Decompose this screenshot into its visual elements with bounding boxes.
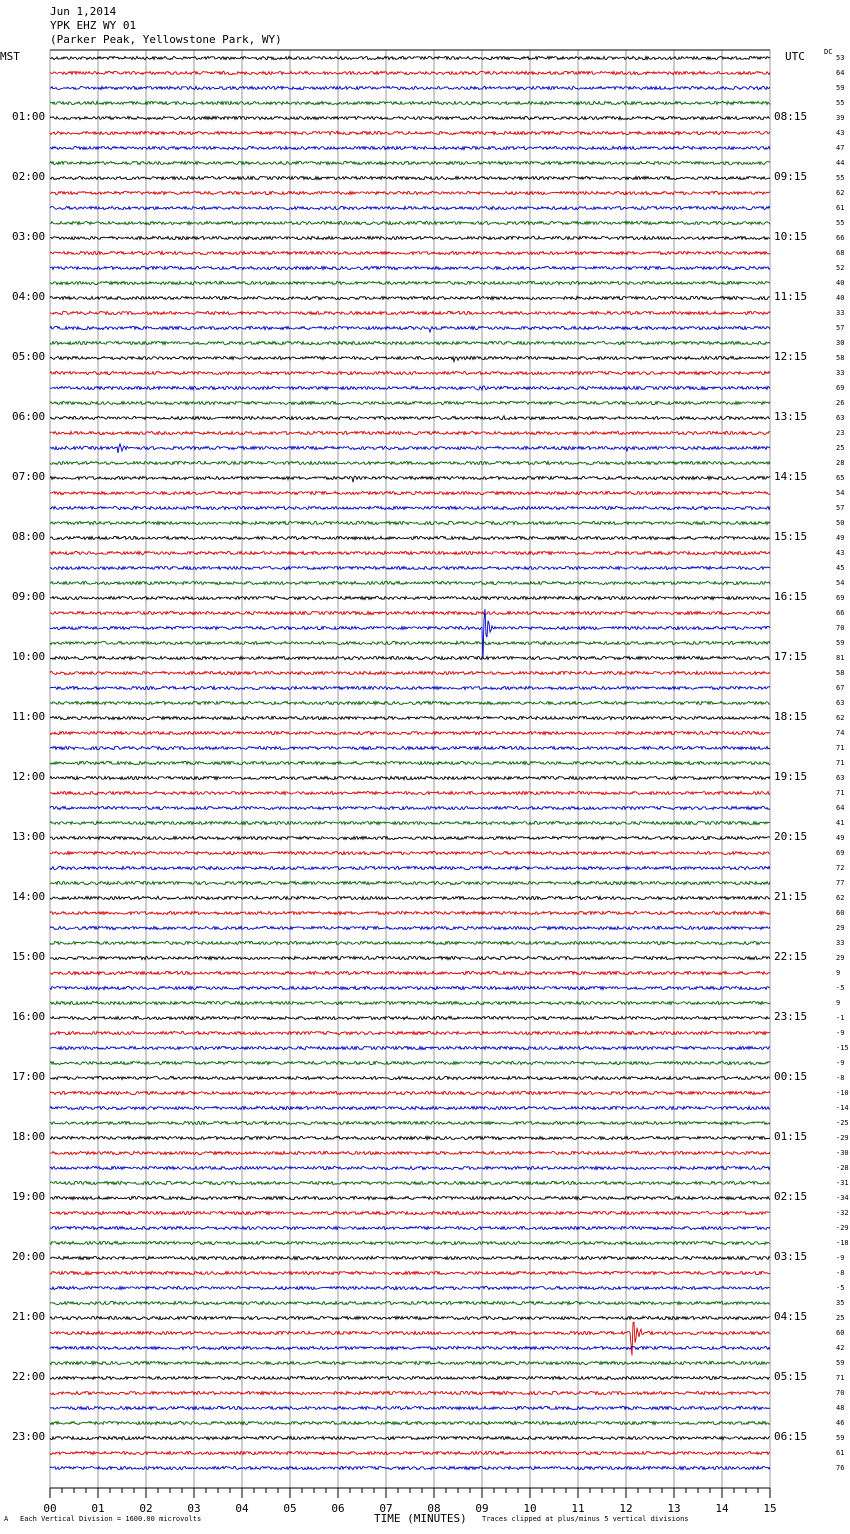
right-hour-label: 08:15 <box>774 110 808 123</box>
dc-offset-label: 50 <box>836 519 845 527</box>
trace-row <box>50 1466 770 1469</box>
trace-row <box>50 221 770 224</box>
right-hour-label: 19:15 <box>774 770 808 783</box>
trace-row <box>50 1106 770 1109</box>
trace-row <box>50 1241 770 1244</box>
trace-row <box>50 926 770 929</box>
dc-offset-label: 33 <box>836 939 845 947</box>
trace-row <box>50 1196 770 1199</box>
dc-offset-label: -9 <box>836 1059 845 1067</box>
x-tick-label: 04 <box>235 1502 249 1515</box>
trace-row <box>50 1091 770 1094</box>
x-tick-label: 07 <box>379 1502 393 1515</box>
dc-offset-label: 54 <box>836 489 845 497</box>
dc-offset-label: 26 <box>836 399 845 407</box>
dc-offset-label: 71 <box>836 744 845 752</box>
dc-offset-label: 30 <box>836 339 845 347</box>
x-tick-label: 12 <box>619 1502 633 1515</box>
x-tick-label: 10 <box>523 1502 537 1515</box>
right-hour-label: 21:15 <box>774 890 808 903</box>
trace-row <box>50 609 770 659</box>
dc-offset-label: 63 <box>836 699 845 707</box>
left-hour-label: 10:00 <box>12 650 46 663</box>
dc-offset-label: 71 <box>836 1374 845 1382</box>
trace-row <box>50 1436 770 1439</box>
trace-row <box>50 341 770 344</box>
trace-row <box>50 326 770 332</box>
trace-row <box>50 1226 770 1229</box>
trace-row <box>50 1391 770 1394</box>
dc-offset-label: -5 <box>836 984 845 992</box>
right-hour-label: 11:15 <box>774 290 808 303</box>
trace-row <box>50 746 770 749</box>
dc-offset-label: -10 <box>836 1089 849 1097</box>
trace-row <box>50 1451 770 1454</box>
dc-offset-label: -15 <box>836 1044 849 1052</box>
dc-offset-label: -29 <box>836 1134 849 1142</box>
left-hour-label: 04:00 <box>12 290 46 303</box>
dc-offset-label: 64 <box>836 69 845 77</box>
left-hour-label: 02:00 <box>12 170 46 183</box>
footer-mark: A <box>4 1515 9 1523</box>
trace-row <box>50 56 770 59</box>
right-hour-label: 09:15 <box>774 170 808 183</box>
dc-offset-label: 63 <box>836 774 845 782</box>
trace-row <box>50 971 770 974</box>
dc-offset-label: -9 <box>836 1029 845 1037</box>
right-hour-label: 05:15 <box>774 1370 808 1383</box>
trace-row <box>50 1001 770 1004</box>
trace-row <box>50 506 770 509</box>
trace-row <box>50 131 770 134</box>
dc-offset-label: 60 <box>836 909 845 917</box>
dc-offset-label: 81 <box>836 654 845 662</box>
right-hour-label: 23:15 <box>774 1010 808 1023</box>
dc-label: DC <box>824 48 833 56</box>
trace-row <box>50 461 770 464</box>
dc-offset-label: -8 <box>836 1269 845 1277</box>
dc-offset-label: -5 <box>836 1284 845 1292</box>
trace-row <box>50 1361 770 1364</box>
right-hour-label: 20:15 <box>774 830 808 843</box>
dc-offset-label: 60 <box>836 1329 845 1337</box>
x-tick-label: 09 <box>475 1502 489 1515</box>
dc-offset-label: 59 <box>836 84 845 92</box>
chart-date: Jun 1,2014 <box>50 5 117 18</box>
left-hour-label: 13:00 <box>12 830 46 843</box>
left-hour-label: 21:00 <box>12 1310 46 1323</box>
dc-offset-label: 29 <box>836 924 845 932</box>
right-hour-label: 02:15 <box>774 1190 808 1203</box>
trace-row <box>50 1211 770 1214</box>
trace-row <box>50 1046 770 1049</box>
dc-offset-label: 66 <box>836 609 845 617</box>
trace-row <box>50 1271 770 1274</box>
trace-row <box>50 476 770 482</box>
trace-row <box>50 671 770 674</box>
x-tick-label: 15 <box>763 1502 777 1515</box>
x-axis-title: TIME (MINUTES) <box>374 1512 467 1525</box>
trace-row <box>50 941 770 944</box>
dc-offset-label: 9 <box>836 969 841 977</box>
trace-row <box>50 851 770 854</box>
right-hour-label: 18:15 <box>774 710 808 723</box>
dc-offset-label: 58 <box>836 354 845 362</box>
trace-row <box>50 401 770 404</box>
trace-row <box>50 656 770 659</box>
dc-offset-label: 9 <box>836 999 841 1007</box>
footer-scale-note: Each Vertical Division = 1600.00 microvolts <box>20 1515 202 1523</box>
dc-offset-label: 70 <box>836 624 845 632</box>
trace-row <box>50 1031 770 1034</box>
trace-row <box>50 611 770 614</box>
trace-row <box>50 521 770 524</box>
dc-offset-label: 40 <box>836 279 845 287</box>
dc-offset-label: -31 <box>836 1179 849 1187</box>
dc-offset-label: -18 <box>836 1239 849 1247</box>
dc-offset-label: 33 <box>836 309 845 317</box>
dc-offset-label: 23 <box>836 429 845 437</box>
trace-row <box>50 1061 770 1064</box>
left-hour-label: 16:00 <box>12 1010 46 1023</box>
dc-offset-label: 33 <box>836 369 845 377</box>
left-hour-label: 08:00 <box>12 530 46 543</box>
trace-row <box>50 566 770 569</box>
trace-row <box>50 956 770 959</box>
trace-row <box>50 266 770 269</box>
dc-offset-label: 67 <box>836 684 845 692</box>
left-hour-label: 22:00 <box>12 1370 46 1383</box>
dc-offset-label: 55 <box>836 99 845 107</box>
trace-row <box>50 776 770 779</box>
trace-row <box>50 161 770 164</box>
trace-row <box>50 881 770 884</box>
left-hour-label: 05:00 <box>12 350 46 363</box>
trace-row <box>50 296 770 299</box>
dc-offset-label: 44 <box>836 159 845 167</box>
trace-row <box>50 206 770 209</box>
trace-row <box>50 596 770 599</box>
trace-row <box>50 1121 770 1124</box>
left-hour-label: 19:00 <box>12 1190 46 1203</box>
trace-row <box>50 1181 770 1184</box>
trace-row <box>50 1421 770 1424</box>
x-tick-label: 00 <box>43 1502 57 1515</box>
dc-offset-label: 62 <box>836 189 845 197</box>
chart-location: (Parker Peak, Yellowstone Park, WY) <box>50 33 282 46</box>
right-hour-label: 12:15 <box>774 350 808 363</box>
left-axis-label: MST <box>0 50 20 63</box>
left-hour-label: 23:00 <box>12 1430 46 1443</box>
trace-row <box>50 1286 770 1289</box>
trace-row <box>50 536 770 539</box>
trace-row <box>50 444 770 453</box>
dc-offset-label: 57 <box>836 504 845 512</box>
left-hour-label: 17:00 <box>12 1070 46 1083</box>
dc-offset-label: 59 <box>836 1359 845 1367</box>
dc-offset-label: 46 <box>836 1419 845 1427</box>
dc-offset-label: 55 <box>836 219 845 227</box>
dc-offset-label: -1 <box>836 1014 845 1022</box>
trace-row <box>50 416 770 420</box>
trace-row <box>50 251 770 254</box>
trace-row <box>50 236 770 239</box>
trace-row <box>50 1166 770 1169</box>
dc-offset-label: -34 <box>836 1194 849 1202</box>
dc-offset-label: 58 <box>836 669 845 677</box>
dc-offset-label: 64 <box>836 804 845 812</box>
trace-row <box>50 1301 770 1304</box>
dc-offset-label: 69 <box>836 849 845 857</box>
dc-offset-label: 71 <box>836 789 845 797</box>
trace-row <box>50 281 770 284</box>
trace-row <box>50 716 770 719</box>
left-hour-label: 09:00 <box>12 590 46 603</box>
right-hour-label: 04:15 <box>774 1310 808 1323</box>
trace-row <box>50 866 770 869</box>
left-hour-label: 07:00 <box>12 470 46 483</box>
footer-clip-note: Traces clipped at plus/minus 5 vertical divisions <box>482 1515 689 1523</box>
trace-row <box>50 71 770 74</box>
trace-row <box>50 761 770 764</box>
x-tick-label: 14 <box>715 1502 729 1515</box>
trace-row <box>50 431 770 434</box>
trace-row <box>50 1016 770 1019</box>
trace-row <box>50 701 770 704</box>
trace-row <box>50 1076 770 1079</box>
x-tick-label: 02 <box>139 1502 153 1515</box>
trace-row <box>50 1346 770 1349</box>
dc-offset-label: 69 <box>836 594 845 602</box>
dc-offset-label: 74 <box>836 729 845 737</box>
dc-offset-label: 35 <box>836 1299 845 1307</box>
dc-offset-label: 52 <box>836 264 845 272</box>
trace-row <box>50 731 770 734</box>
left-hour-label: 01:00 <box>12 110 46 123</box>
dc-offset-label: 43 <box>836 129 845 137</box>
dc-offset-label: 59 <box>836 639 845 647</box>
dc-offset-label: 41 <box>836 819 845 827</box>
right-hour-label: 03:15 <box>774 1250 808 1263</box>
dc-offset-label: 49 <box>836 834 845 842</box>
trace-row <box>50 821 770 824</box>
trace-row <box>50 581 770 584</box>
trace-row <box>50 836 770 839</box>
dc-offset-label: 45 <box>836 564 845 572</box>
dc-offset-label: 55 <box>836 174 845 182</box>
x-tick-label: 08 <box>427 1502 441 1515</box>
dc-offset-label: 53 <box>836 54 845 62</box>
dc-offset-label: -32 <box>836 1209 849 1217</box>
trace-row <box>50 806 770 809</box>
trace-row <box>50 911 770 914</box>
dc-offset-label: -14 <box>836 1104 849 1112</box>
chart-station: YPK EHZ WY 01 <box>50 19 137 32</box>
dc-offset-label: 71 <box>836 759 845 767</box>
trace-row <box>50 371 770 374</box>
trace-row <box>50 491 770 494</box>
dc-offset-label: -25 <box>836 1119 849 1127</box>
trace-row <box>50 1376 770 1379</box>
dc-offset-label: 62 <box>836 714 845 722</box>
trace-row <box>50 116 770 119</box>
trace-row <box>50 146 770 149</box>
trace-row <box>50 791 770 794</box>
trace-row <box>50 641 770 644</box>
x-tick-label: 13 <box>667 1502 681 1515</box>
dc-offset-label: 54 <box>836 579 845 587</box>
trace-row <box>50 1406 770 1409</box>
dc-offset-label: 65 <box>836 474 845 482</box>
trace-row <box>50 311 770 314</box>
dc-offset-label: 61 <box>836 204 845 212</box>
dc-offset-label: 69 <box>836 384 845 392</box>
right-hour-label: 10:15 <box>774 230 808 243</box>
left-hour-label: 06:00 <box>12 410 46 423</box>
dc-offset-label: 28 <box>836 459 845 467</box>
x-tick-label: 03 <box>187 1502 201 1515</box>
left-hour-label: 14:00 <box>12 890 46 903</box>
trace-row <box>50 1151 770 1154</box>
right-hour-label: 06:15 <box>774 1430 808 1443</box>
dc-offset-label: 66 <box>836 234 845 242</box>
dc-offset-label: 62 <box>836 894 845 902</box>
right-axis-label: UTC <box>785 50 805 63</box>
dc-offset-label: 68 <box>836 249 845 257</box>
x-tick-label: 11 <box>571 1502 585 1515</box>
right-hour-label: 22:15 <box>774 950 808 963</box>
right-hour-label: 00:15 <box>774 1070 808 1083</box>
right-hour-label: 01:15 <box>774 1130 808 1143</box>
trace-row <box>50 1256 770 1259</box>
trace-row <box>50 86 770 89</box>
trace-row <box>50 1322 770 1355</box>
left-hour-label: 03:00 <box>12 230 46 243</box>
dc-offset-label: 61 <box>836 1449 845 1457</box>
trace-row <box>50 191 770 194</box>
dc-offset-label: 40 <box>836 294 845 302</box>
left-hour-label: 11:00 <box>12 710 46 723</box>
x-tick-label: 05 <box>283 1502 297 1515</box>
trace-row <box>50 551 770 554</box>
trace-row <box>50 896 770 899</box>
left-hour-label: 15:00 <box>12 950 46 963</box>
trace-row <box>50 101 770 104</box>
dc-offset-label: 57 <box>836 324 845 332</box>
dc-offset-label: 29 <box>836 954 845 962</box>
right-hour-label: 16:15 <box>774 590 808 603</box>
trace-row <box>50 686 770 689</box>
trace-row <box>50 176 770 179</box>
dc-offset-label: -30 <box>836 1149 849 1157</box>
trace-row <box>50 386 770 390</box>
dc-offset-label: 47 <box>836 144 845 152</box>
dc-offset-label: 77 <box>836 879 845 887</box>
right-hour-label: 15:15 <box>774 530 808 543</box>
dc-offset-label: 48 <box>836 1404 845 1412</box>
dc-offset-label: 25 <box>836 444 845 452</box>
dc-offset-label: 63 <box>836 414 845 422</box>
trace-row <box>50 1136 770 1139</box>
dc-offset-label: -28 <box>836 1164 849 1172</box>
dc-offset-label: 76 <box>836 1464 845 1472</box>
right-hour-label: 17:15 <box>774 650 808 663</box>
right-hour-label: 13:15 <box>774 410 808 423</box>
left-hour-label: 18:00 <box>12 1130 46 1143</box>
left-hour-label: 20:00 <box>12 1250 46 1263</box>
x-tick-label: 06 <box>331 1502 345 1515</box>
dc-offset-label: 42 <box>836 1344 845 1352</box>
dc-offset-label: 70 <box>836 1389 845 1397</box>
dc-offset-label: -8 <box>836 1074 845 1082</box>
left-hour-label: 12:00 <box>12 770 46 783</box>
dc-offset-label: 25 <box>836 1314 845 1322</box>
trace-row <box>50 1316 770 1319</box>
trace-row <box>50 986 770 989</box>
dc-offset-label: 49 <box>836 534 845 542</box>
trace-row <box>50 356 770 361</box>
dc-offset-label: 59 <box>836 1434 845 1442</box>
dc-offset-label: 43 <box>836 549 845 557</box>
dc-offset-label: 39 <box>836 114 845 122</box>
dc-offset-label: -9 <box>836 1254 845 1262</box>
dc-offset-label: -29 <box>836 1224 849 1232</box>
dc-offset-label: 72 <box>836 864 845 872</box>
right-hour-label: 14:15 <box>774 470 808 483</box>
x-tick-label: 01 <box>91 1502 105 1515</box>
